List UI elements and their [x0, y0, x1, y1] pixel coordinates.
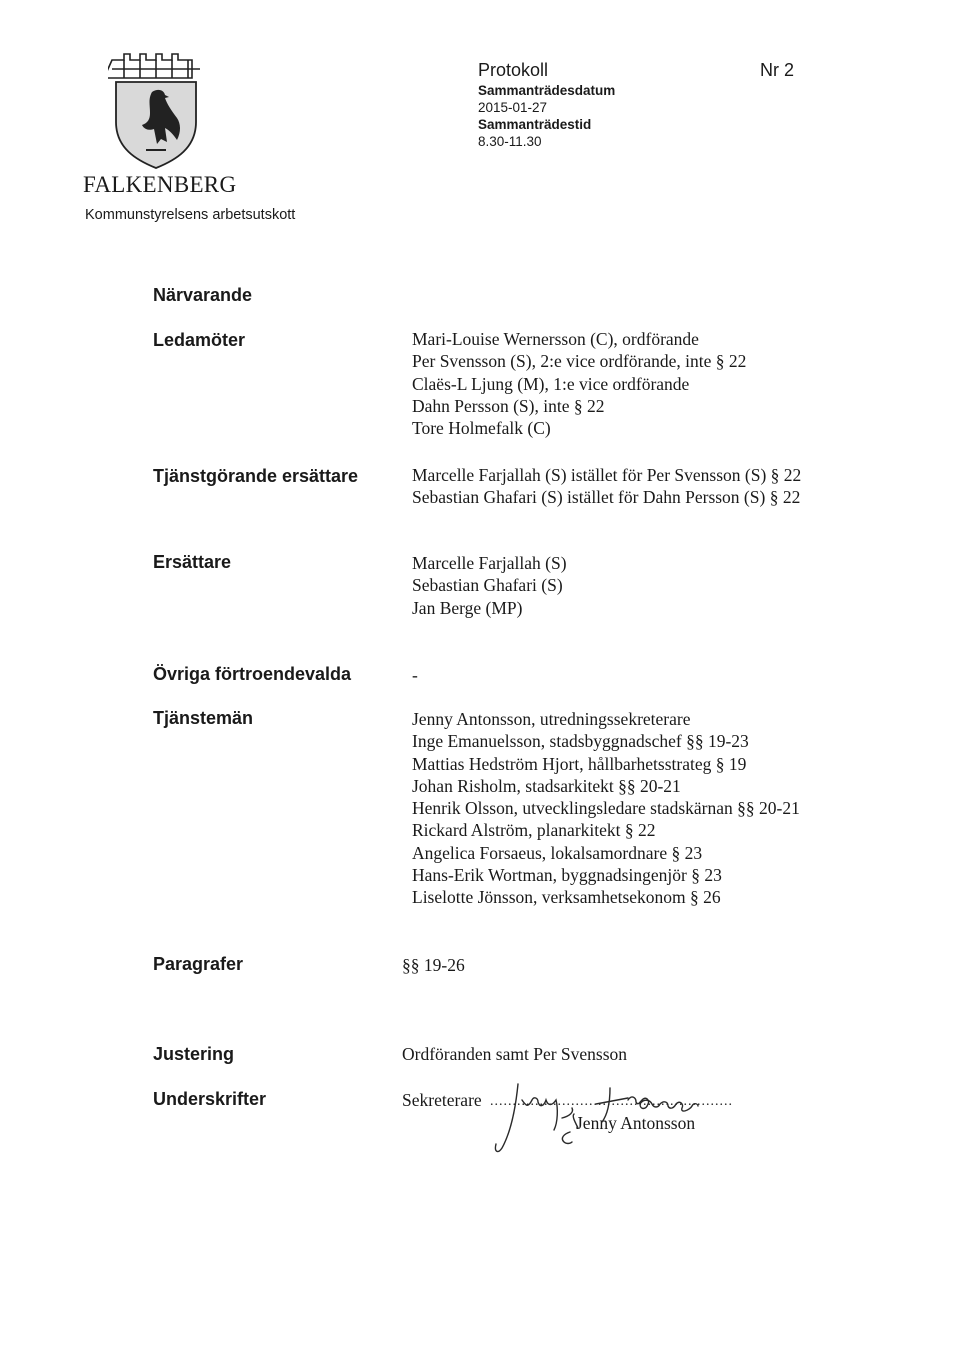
signatures-heading: Underskrifter	[153, 1089, 267, 1109]
list-item: Mattias Hedström Hjort, hållbarhetsstrateg § 19	[412, 753, 747, 774]
substitutes-heading: Ersättare	[153, 552, 232, 572]
list-item: Liselotte Jönsson, verksamhetsekonom § 26	[412, 887, 721, 908]
list-item: Jan Berge (MP)	[412, 597, 523, 618]
list-item: Hans-Erik Wortman, byggnadsingenjör § 23	[412, 865, 722, 886]
list-item: Sebastian Ghafari (S)	[412, 575, 563, 596]
serving-substitutes-heading: Tjänstgörande ersättare	[153, 466, 359, 486]
adjustment-heading: Justering	[153, 1044, 235, 1064]
other-elected-heading: Övriga förtroendevalda	[153, 664, 352, 684]
officials-list	[412, 708, 800, 909]
list-item: Henrik Olsson, utvecklingsledare stadskärnan §§ 20-21	[412, 798, 800, 819]
handwritten-signature-icon	[478, 1070, 778, 1170]
list-item: Marcelle Farjallah (S) istället för Per Svensson (S) § 22	[412, 465, 802, 485]
serving-substitutes-list	[412, 464, 801, 509]
members-heading: Ledamöter	[153, 330, 246, 350]
list-item: Inge Emanuelsson, stadsbyggnadschef §§ 19-23	[412, 731, 749, 752]
meeting-time-value: 8.30-11.30	[478, 134, 542, 149]
list-item: Jenny Antonsson, utredningssekreterare	[412, 709, 691, 729]
adjustment-value: Ordföranden samt Per Svensson	[402, 1044, 628, 1064]
document-type: Protokoll	[478, 60, 549, 80]
list-item: Mari-Louise Wernersson (C), ordförande	[412, 329, 699, 349]
meeting-time-label: Sammanträdestid	[478, 117, 592, 132]
list-item: Claës-L Ljung (M), 1:e vice ordförande	[412, 373, 690, 394]
list-item: Tore Holmefalk (C)	[412, 418, 551, 439]
list-item: Marcelle Farjallah (S)	[412, 553, 567, 573]
signature-line: ......................................................	[490, 1094, 733, 1109]
members-list	[412, 328, 746, 439]
paragraphs-heading: Paragrafer	[153, 954, 244, 974]
list-item: Dahn Persson (S), inte § 22	[412, 395, 605, 416]
paragraphs-value: §§ 19-26	[402, 955, 465, 975]
list-item: Angelica Forsaeus, lokalsamordnare § 23	[412, 842, 703, 863]
substitutes-list	[412, 552, 567, 619]
list-item: Johan Risholm, stadsarkitekt §§ 20-21	[412, 775, 681, 796]
meeting-date-label: Sammanträdesdatum	[478, 83, 616, 98]
meeting-date-value: 2015-01-27	[478, 100, 548, 115]
secretary-name: Jenny Antonsson	[576, 1113, 696, 1133]
committee-name: Kommunstyrelsens arbetsutskott	[85, 207, 296, 223]
list-item: Rickard Alström, planarkitekt § 22	[412, 820, 656, 841]
document-number: Nr 2	[760, 60, 795, 80]
officials-heading: Tjänstemän	[153, 708, 254, 728]
list-item: Per Svensson (S), 2:e vice ordförande, inte § 22	[412, 351, 747, 372]
municipality-name: FALKENBERG	[83, 172, 237, 197]
present-heading: Närvarande	[153, 285, 253, 305]
secretary-label: Sekreterare	[402, 1090, 482, 1110]
other-elected-value: -	[412, 665, 418, 685]
list-item: Sebastian Ghafari (S) istället för Dahn Persson (S) § 22	[412, 487, 801, 508]
falkenberg-crest-icon	[108, 52, 204, 170]
